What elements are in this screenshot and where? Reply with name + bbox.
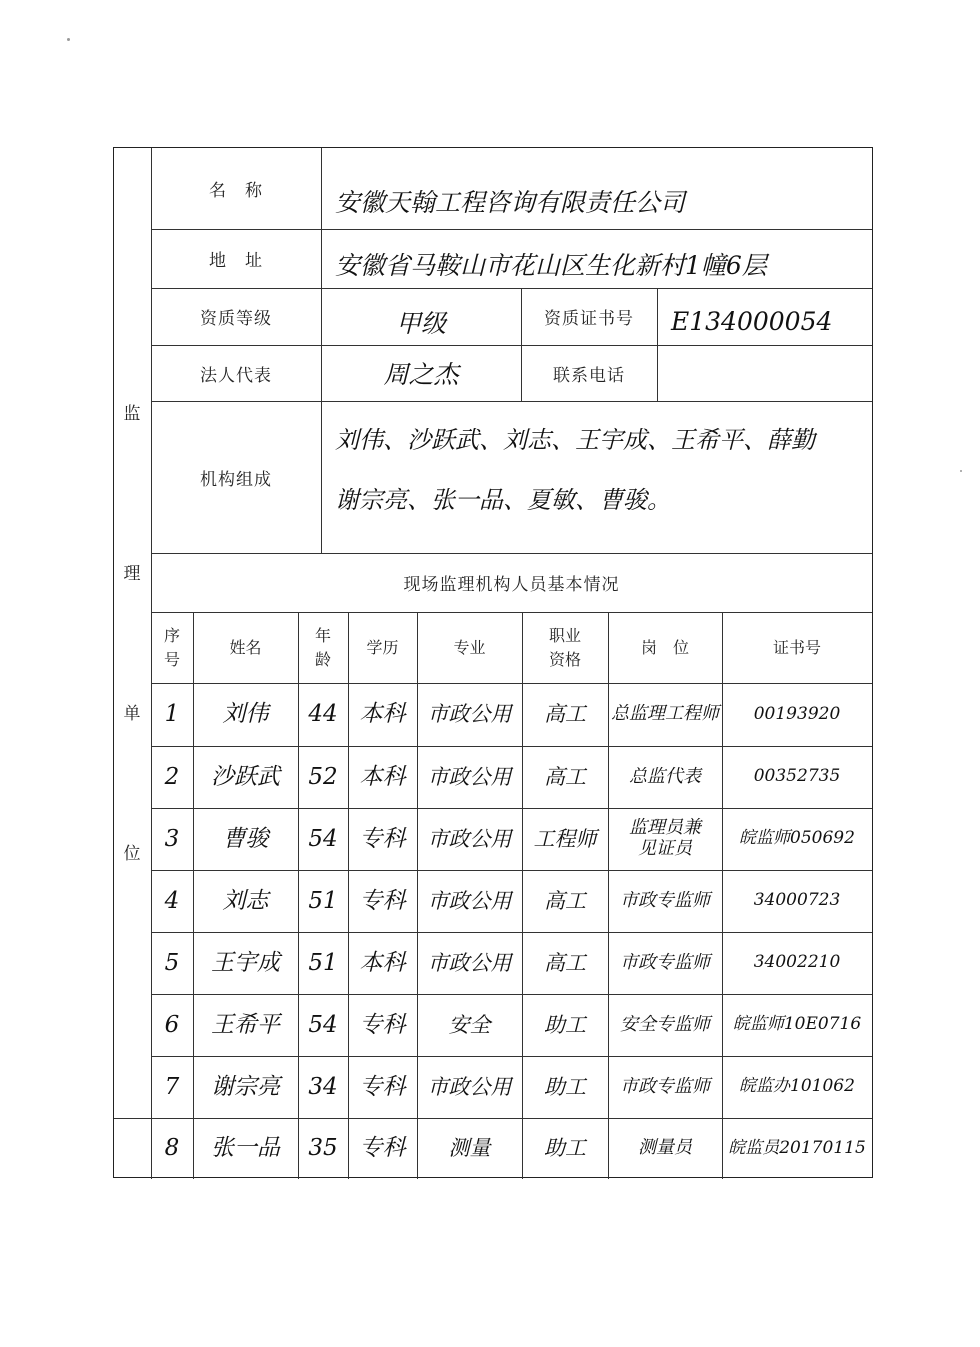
- row-seq: 6: [164, 1011, 180, 1038]
- row-cert-no: 皖监师10E0716: [732, 1014, 862, 1035]
- row-cert-no: 34002210: [753, 952, 841, 973]
- row-education: 专科: [359, 825, 406, 852]
- row-seq: 2: [164, 763, 180, 790]
- header-age: 年 龄: [314, 626, 331, 669]
- header-education: 学历: [366, 637, 399, 657]
- row-qualification: 高工: [544, 888, 586, 913]
- row-name: 刘伟: [222, 701, 269, 728]
- scan-speck: [67, 38, 70, 41]
- row-age: 54: [308, 1011, 338, 1038]
- row-age: 54: [308, 825, 338, 852]
- org-label: 机构组成: [200, 469, 272, 490]
- address-label: 地 址: [209, 251, 263, 271]
- row-seq: 1: [164, 701, 180, 728]
- row-education: 专科: [359, 1011, 406, 1038]
- row-qualification: 助工: [544, 1012, 586, 1037]
- org-line-1: 刘伟、沙跃武、刘志、王宇成、王希平、薛勤: [335, 425, 815, 454]
- row-major: 安全: [448, 1012, 491, 1037]
- row-education: 本科: [359, 763, 406, 790]
- side-label-char: 位: [123, 843, 142, 864]
- row-age: 52: [308, 763, 338, 790]
- side-label-char: 理: [123, 563, 142, 584]
- row-name: 张一品: [211, 1135, 280, 1162]
- header-name: 姓名: [229, 637, 262, 657]
- row-qualification: 高工: [544, 702, 586, 727]
- row-position: 测量员: [638, 1137, 692, 1159]
- row-name: 王宇成: [211, 949, 280, 976]
- row-major: 市政公用: [427, 702, 512, 727]
- row-age: 34: [308, 1073, 338, 1100]
- row-cert-no: 皖监员20170115: [728, 1137, 866, 1158]
- section-title: 现场监理机构人员基本情况: [403, 575, 620, 595]
- header-seq: 序 号: [163, 626, 180, 669]
- row-cert-no: 00352735: [753, 766, 841, 787]
- row-qualification: 高工: [544, 764, 586, 789]
- row-age: 51: [308, 887, 338, 914]
- row-age: 44: [308, 701, 338, 728]
- row-name: 谢宗亮: [211, 1073, 280, 1100]
- side-label-char: 监: [123, 403, 142, 424]
- row-name: 曹骏: [222, 825, 269, 852]
- row-age: 35: [308, 1135, 338, 1162]
- row-name: 刘志: [222, 887, 269, 914]
- row-major: 市政公用: [427, 888, 512, 913]
- scan-speck: [960, 470, 962, 472]
- name-label: 名 称: [209, 181, 263, 201]
- row-education: 本科: [359, 701, 406, 728]
- row-education: 本科: [359, 949, 406, 976]
- legal-rep-value: 周之杰: [383, 360, 459, 389]
- row-seq: 8: [164, 1135, 180, 1162]
- side-label-char: 单: [123, 703, 142, 724]
- row-qualification: 助工: [544, 1136, 586, 1161]
- row-qualification: 助工: [544, 1074, 586, 1099]
- header-cert-no: 证书号: [772, 637, 821, 657]
- row-position: 总监理工程师: [611, 703, 719, 725]
- phone-label: 联系电话: [553, 365, 625, 386]
- row-cert-no: 皖监办101062: [739, 1076, 855, 1097]
- certificate-label: 资质证书号: [544, 309, 634, 329]
- row-major: 市政公用: [427, 1074, 512, 1099]
- row-position: 市政专监师: [620, 951, 710, 973]
- row-cert-no: 34000723: [753, 890, 841, 911]
- row-major: 测量: [448, 1136, 491, 1161]
- row-position: 市政专监师: [620, 889, 710, 911]
- certificate-value: E134000054: [671, 307, 833, 336]
- row-education: 专科: [359, 1073, 406, 1100]
- phone-value: [657, 345, 872, 401]
- row-age: 51: [308, 949, 338, 976]
- row-seq: 7: [164, 1073, 180, 1100]
- address-value: 安徽省马鞍山市花山区生化新村1幢6层: [335, 250, 767, 280]
- row-major: 市政公用: [427, 826, 512, 851]
- org-line-2: 谢宗亮、张一品、夏敏、曹骏。: [335, 485, 671, 514]
- row-major: 市政公用: [427, 950, 512, 975]
- qualification-label: 资质等级: [200, 309, 272, 329]
- header-major: 专业: [453, 637, 486, 657]
- row-education: 专科: [359, 1135, 406, 1162]
- row-qualification: 工程师: [533, 826, 597, 851]
- header-position: 岗 位: [640, 637, 689, 657]
- row-position: 监理员兼 见证员: [629, 817, 701, 859]
- row-education: 专科: [359, 887, 406, 914]
- company-name: 安徽天翰工程咨询有限责任公司: [335, 187, 686, 217]
- form-table: [113, 147, 873, 1178]
- row-seq: 4: [164, 887, 180, 914]
- qualification-value: 甲级: [395, 308, 446, 338]
- row-seq: 5: [164, 949, 180, 976]
- row-qualification: 高工: [544, 950, 586, 975]
- row-seq: 3: [164, 825, 180, 852]
- row-major: 市政公用: [427, 764, 512, 789]
- row-position: 市政专监师: [620, 1075, 710, 1097]
- legal-rep-label: 法人代表: [200, 365, 272, 386]
- row-name: 沙跃武: [211, 763, 280, 790]
- row-position: 总监代表: [629, 765, 701, 787]
- header-qualification: 职业 资格: [548, 626, 581, 669]
- row-position: 安全专监师: [620, 1013, 710, 1035]
- row-cert-no: 皖监师050692: [739, 828, 855, 849]
- row-name: 王希平: [211, 1011, 280, 1038]
- row-cert-no: 00193920: [753, 703, 841, 724]
